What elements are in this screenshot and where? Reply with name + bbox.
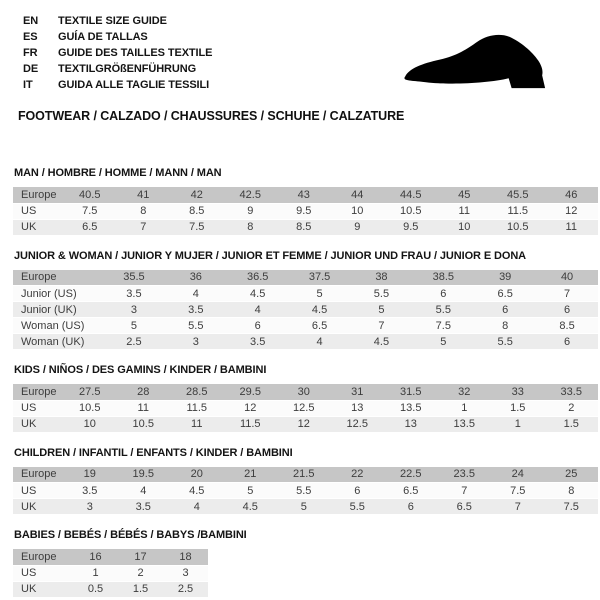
size-cell: 7 [491,499,545,515]
table-row [13,384,598,400]
size-cell: 5.5 [412,302,474,318]
size-cell: 22.5 [384,467,438,483]
size-cell: 7.5 [412,318,474,334]
row-label: US [13,565,73,581]
size-cell: 10.5 [63,400,117,416]
size-cell: 4 [165,286,227,302]
section-man [0,167,600,236]
table-row [13,416,598,432]
size-cell: 1 [491,416,545,432]
size-cell: 40.5 [63,187,117,203]
size-cell: 10 [331,203,385,219]
language-code: EN [23,15,39,27]
size-cell: 8.5 [277,219,331,235]
size-cell: 4 [289,334,351,350]
size-cell: 3.5 [117,499,171,515]
size-cell: 25 [545,467,599,483]
size-cell: 16 [73,549,118,565]
size-cell: 30 [277,384,331,400]
section-babies [0,529,600,598]
size-cell: 45.5 [491,187,545,203]
size-cell: 31.5 [384,384,438,400]
size-cell: 8.5 [536,318,598,334]
size-table-junior-woman [13,270,598,351]
size-cell: 10 [438,219,492,235]
size-cell: 11.5 [491,203,545,219]
table-row [13,270,598,286]
section-children [0,447,600,516]
size-cell: 17 [118,549,163,565]
table-row [13,483,598,499]
size-cell: 9 [224,203,278,219]
size-cell: 6.5 [384,483,438,499]
size-cell: 7 [117,219,171,235]
row-label: Woman (UK) [13,334,103,350]
row-label: Europe [13,549,73,565]
size-cell: 13.5 [384,400,438,416]
row-label: UK [13,219,63,235]
size-table-kids [13,384,598,433]
size-cell: 7.5 [170,219,224,235]
size-cell: 5.5 [277,483,331,499]
size-cell: 4.5 [289,302,351,318]
row-label: US [13,400,63,416]
size-cell: 11 [545,219,599,235]
size-cell: 11.5 [170,400,224,416]
size-cell: 36 [165,270,227,286]
size-cell: 32 [438,384,492,400]
size-cell: 1.5 [118,581,163,597]
size-cell: 41 [117,187,171,203]
size-cell: 40 [536,270,598,286]
table-row [13,499,598,515]
size-cell: 6 [227,318,289,334]
size-cell: 5.5 [351,286,413,302]
size-cell: 1.5 [545,416,599,432]
language-label: GUIDE DES TAILLES TEXTILE [58,47,213,59]
size-cell: 6.5 [289,318,351,334]
size-cell: 28 [117,384,171,400]
size-cell: 2 [545,400,599,416]
size-cell: 33.5 [545,384,599,400]
size-cell: 7 [536,286,598,302]
size-cell: 5 [277,499,331,515]
row-label: Europe [13,270,103,286]
size-cell: 9.5 [384,219,438,235]
table-row [13,318,598,334]
size-cell: 12 [277,416,331,432]
size-cell: 4.5 [170,483,224,499]
language-label: GUÍA DE TALLAS [58,31,148,43]
size-cell: 3 [165,334,227,350]
size-table-children [13,467,598,516]
size-cell: 19 [63,467,117,483]
size-cell: 0.5 [73,581,118,597]
table-row [13,203,598,219]
section-junior-woman [0,250,600,351]
section-title: JUNIOR & WOMAN / JUNIOR Y MUJER / JUNIOR ET FEMME / JUNIOR UND FRAU / JUNIOR E DONA [14,249,527,262]
row-label: UK [13,499,63,515]
size-cell: 5 [351,302,413,318]
size-cell: 42.5 [224,187,278,203]
row-label: UK [13,416,63,432]
size-cell: 29.5 [224,384,278,400]
size-tables [0,167,600,598]
size-cell: 6 [474,302,536,318]
size-cell: 11.5 [224,416,278,432]
table-row [13,581,208,597]
size-cell: 19.5 [117,467,171,483]
size-cell: 7.5 [545,499,599,515]
size-cell: 12.5 [277,400,331,416]
size-cell: 6 [331,483,385,499]
table-row [13,549,208,565]
row-label: US [13,483,63,499]
size-cell: 39 [474,270,536,286]
size-cell: 31 [331,384,385,400]
row-label: UK [13,581,73,597]
size-cell: 3.5 [103,286,165,302]
size-cell: 6 [536,334,598,350]
size-cell: 9.5 [277,203,331,219]
size-cell: 5.5 [165,318,227,334]
row-label: Junior (UK) [13,302,103,318]
size-cell: 6.5 [63,219,117,235]
row-label: Junior (US) [13,286,103,302]
size-cell: 27.5 [63,384,117,400]
size-cell: 8 [545,483,599,499]
size-cell: 5 [103,318,165,334]
shoe-silhouette [404,35,545,88]
size-cell: 46 [545,187,599,203]
size-cell: 6 [412,286,474,302]
size-cell: 7.5 [491,483,545,499]
size-cell: 5.5 [331,499,385,515]
size-cell: 2.5 [103,334,165,350]
size-cell: 4 [170,499,224,515]
size-cell: 35.5 [103,270,165,286]
size-cell: 1 [438,400,492,416]
size-cell: 3.5 [165,302,227,318]
size-cell: 1 [73,565,118,581]
size-cell: 44 [331,187,385,203]
size-cell: 28.5 [170,384,224,400]
size-cell: 21.5 [277,467,331,483]
size-cell: 13 [331,400,385,416]
size-cell: 3 [63,499,117,515]
size-cell: 20 [170,467,224,483]
size-table-man [13,187,598,236]
size-cell: 13 [384,416,438,432]
size-cell: 36.5 [227,270,289,286]
language-label: TEXTILGRÖßENFÜHRUNG [58,63,197,75]
row-label: Woman (US) [13,318,103,334]
size-cell: 10.5 [491,219,545,235]
size-cell: 10.5 [117,416,171,432]
language-row-en [23,13,600,29]
category-line: FOOTWEAR / CALZADO / CHAUSSURES / SCHUHE / CALZATURE [18,109,405,123]
row-label: Europe [13,467,63,483]
table-row [13,467,598,483]
size-cell: 4.5 [224,499,278,515]
size-cell: 10 [63,416,117,432]
size-cell: 11 [117,400,171,416]
size-cell: 3.5 [227,334,289,350]
size-cell: 42 [170,187,224,203]
size-cell: 45 [438,187,492,203]
table-row [13,400,598,416]
size-cell: 5 [412,334,474,350]
size-cell: 11 [170,416,224,432]
size-cell: 4 [227,302,289,318]
size-cell: 18 [163,549,208,565]
size-cell: 10.5 [384,203,438,219]
size-cell: 1.5 [491,400,545,416]
size-cell: 7 [351,318,413,334]
size-table-babies [13,549,208,598]
size-cell: 3 [163,565,208,581]
language-label: GUIDA ALLE TAGLIE TESSILI [58,79,210,91]
size-cell: 21 [224,467,278,483]
size-cell: 38 [351,270,413,286]
size-cell: 38.5 [412,270,474,286]
size-cell: 6 [536,302,598,318]
size-cell: 6.5 [474,286,536,302]
table-row [13,219,598,235]
size-cell: 37.5 [289,270,351,286]
size-cell: 13.5 [438,416,492,432]
size-cell: 4.5 [351,334,413,350]
size-cell: 3.5 [63,483,117,499]
row-label: US [13,203,63,219]
language-code: DE [23,63,39,75]
size-cell: 5 [224,483,278,499]
size-cell: 7.5 [63,203,117,219]
section-kids [0,364,600,433]
size-cell: 12 [545,203,599,219]
size-cell: 12.5 [331,416,385,432]
language-code: FR [23,47,38,59]
size-cell: 11 [438,203,492,219]
section-title: BABIES / BEBÉS / BÉBÉS / BABYS /BAMBINI [14,529,247,541]
size-cell: 44.5 [384,187,438,203]
size-cell: 33 [491,384,545,400]
table-row [13,286,598,302]
size-cell: 12 [224,400,278,416]
size-cell: 8 [117,203,171,219]
size-cell: 5 [289,286,351,302]
size-cell: 7 [438,483,492,499]
size-cell: 24 [491,467,545,483]
size-cell: 5.5 [474,334,536,350]
size-cell: 4 [117,483,171,499]
section-title: MAN / HOMBRE / HOMME / MANN / MAN [14,167,222,179]
size-cell: 9 [331,219,385,235]
size-cell: 4.5 [227,286,289,302]
size-cell: 2 [118,565,163,581]
language-label: TEXTILE SIZE GUIDE [58,15,167,27]
size-cell: 3 [103,302,165,318]
size-cell: 8.5 [170,203,224,219]
language-code: ES [23,31,38,43]
table-row [13,187,598,203]
size-cell: 2.5 [163,581,208,597]
language-code: IT [23,79,33,91]
row-label: Europe [13,384,63,400]
table-row [13,334,598,350]
size-cell: 22 [331,467,385,483]
size-cell: 6.5 [438,499,492,515]
size-cell: 8 [224,219,278,235]
size-cell: 23.5 [438,467,492,483]
size-cell: 8 [474,318,536,334]
shoe-icon [397,32,577,97]
table-row [13,302,598,318]
table-row [13,565,208,581]
section-title: CHILDREN / INFANTIL / ENFANTS / KINDER / BAMBINI [14,446,293,459]
section-title: KIDS / NIÑOS / DES GAMINS / KINDER / BAMBINI [14,364,267,376]
size-cell: 43 [277,187,331,203]
row-label: Europe [13,187,63,203]
size-cell: 6 [384,499,438,515]
